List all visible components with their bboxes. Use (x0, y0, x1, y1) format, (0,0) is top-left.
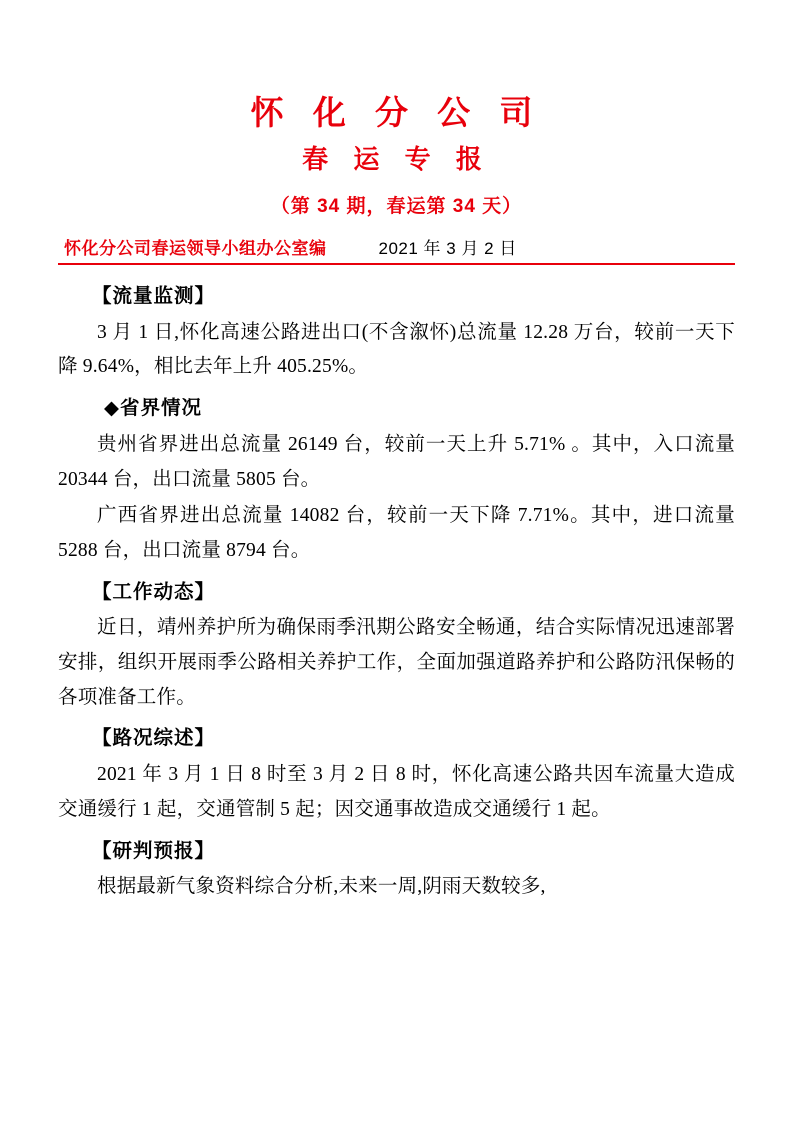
paragraph: 2021 年 3 月 1 日 8 时至 3 月 2 日 8 时，怀化高速公路共因车流量大造成交通缓行 1 起，交通管制 5 起；因交通事故造成交通缓行 1 起。 (58, 764, 735, 820)
paragraph: 广西省界进出总流量 14082 台，较前一天下降 7.71%。其中，进口流量 5288 台，出口流量 8794 台。 (58, 505, 735, 561)
document-meta-row (58, 234, 735, 263)
paragraph: 3 月 1 日,怀化高速公路进出口(不含溆怀)总流量 12.28 万台，较前一天下降 9.64%，相比去年上升 405.25%。 (58, 321, 735, 378)
paragraph: 根据最新气象资料综合分析,未来一周,阴雨天数较多, (97, 876, 546, 898)
document-title-secondary: 春 运 专 报 (302, 144, 491, 175)
header-divider (58, 263, 735, 265)
paragraph: 贵州省界进出总流量 26149 台，较前一天上升 5.71% 。其中，入口流量 20344 台，出口流量 5805 台。 (58, 433, 735, 490)
document-title-primary: 怀 化 分 公 司 (250, 94, 543, 131)
document-body (58, 279, 735, 905)
document-issue-number: （第 34 期，春运第 34 天） (270, 196, 523, 218)
issue-date: 2021 年 3 月 2 日 (378, 239, 517, 259)
paragraph: 近日，靖州养护所为确保雨季汛期公路安全畅通，结合实际情况迅速部署安排，组织开展雨季公路相关养护工作，全面加强道路养护和公路防汛保畅的各项准备工作。 (58, 617, 735, 708)
section-heading-work-updates: 【工作动态】 (92, 580, 216, 603)
section-heading-road-conditions: 【路况综述】 (92, 727, 216, 750)
issuing-unit: 怀化分公司春运领导小组办公室编 (64, 239, 327, 259)
section-heading-forecast: 【研判预报】 (92, 839, 216, 862)
section-heading-provincial-border: ◆省界情况 (104, 397, 202, 420)
section-heading-traffic-monitoring: 【流量监测】 (92, 285, 216, 308)
